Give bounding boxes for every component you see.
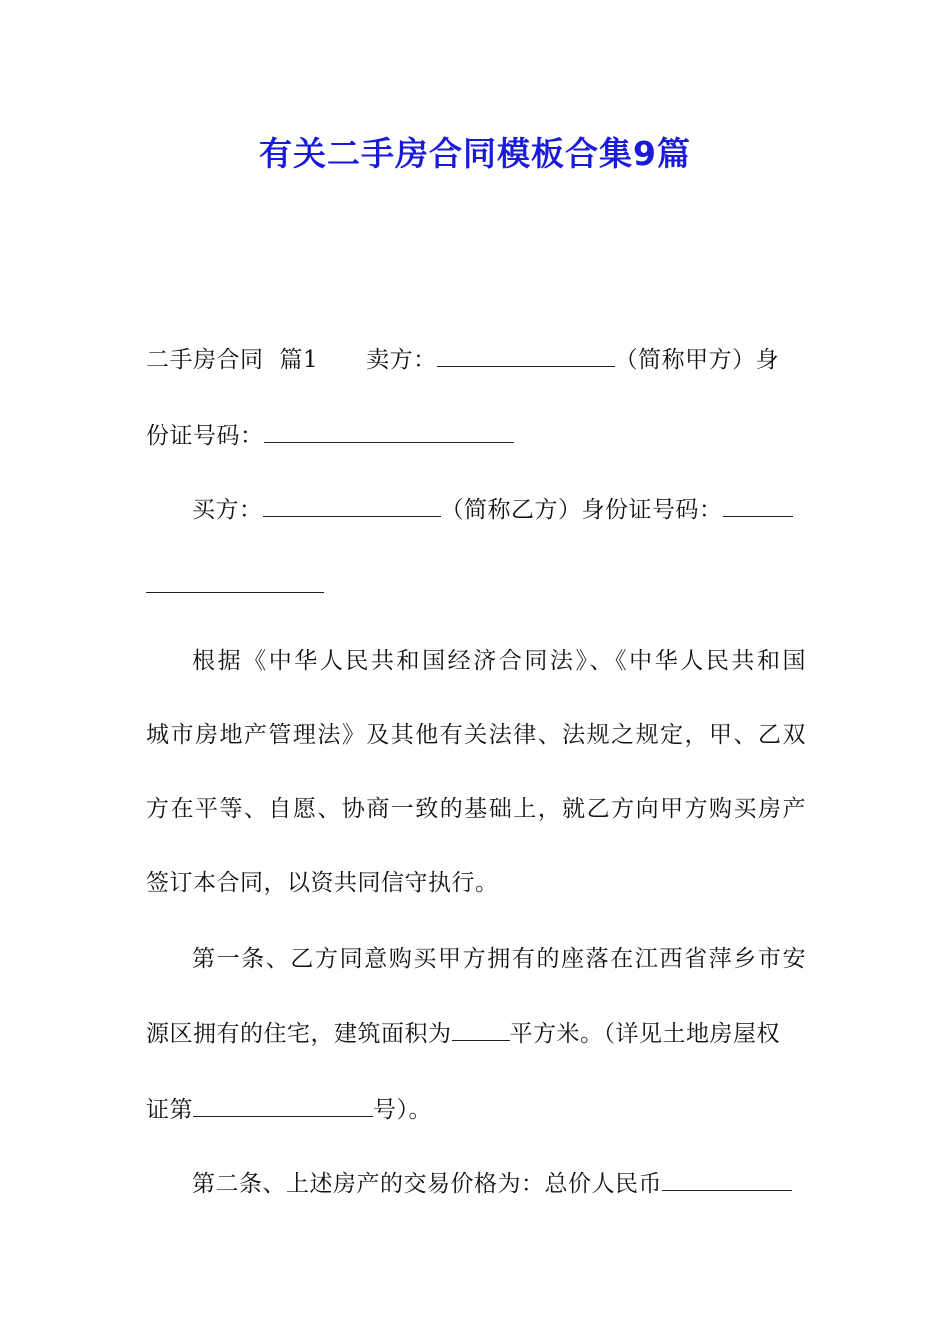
price-blank [662,1168,792,1191]
article-1-text: 号）。 [373,1097,432,1123]
contract-label: 二手房合同 [146,347,264,373]
buyer-id-continuation [146,570,806,601]
article-1-line [146,1094,806,1125]
article-2-text: 第二条、上述房产的交易价格为：总价人民币 [192,1171,662,1197]
paragraph-line: 方在平等、自愿、协商一致的基础上，就乙方向甲方购买房产 [146,796,806,822]
article-1-line [146,1018,806,1049]
seller-name-blank [437,344,615,367]
seller-id-label: 份证号码： [146,423,264,449]
article-1-line: 第一条、乙方同意购买甲方拥有的座落在江西省萍乡市安 [192,946,806,972]
article-1-text: 证第 [146,1097,193,1123]
buyer-id-blank-2 [146,570,324,593]
buyer-label: 买方： [192,497,263,523]
seller-id-blank [264,420,514,443]
certificate-number-blank [193,1094,373,1117]
area-blank [452,1018,510,1041]
buyer-suffix: （简称乙方）身份证号码： [440,497,723,523]
article-2-line [192,1168,806,1199]
seller-suffix: （简称甲方）身 [614,347,780,373]
document-title: 有关二手房合同模板合集9篇 [259,134,691,173]
article-1-text: 源区拥有的住宅，建筑面积为 [146,1021,452,1047]
buyer-id-blank-1 [723,494,793,517]
buyer-name-blank [263,494,441,517]
paragraph-line: 根据《中华人民共和国经济合同法》、《中华人民共和国 [192,648,806,674]
buyer-line [192,494,806,525]
paragraph-line: 签订本合同，以资共同信守执行。 [146,870,499,896]
seller-id-line [146,420,806,451]
paragraph-line: 城市房地产管理法》及其他有关法律、法规之规定，甲、乙双 [146,722,806,748]
seller-line [146,344,806,375]
section-label: 篇1 [279,347,319,373]
seller-label: 卖方： [366,347,437,373]
article-1-text: 平方米。（详见土地房屋权 [509,1021,780,1047]
